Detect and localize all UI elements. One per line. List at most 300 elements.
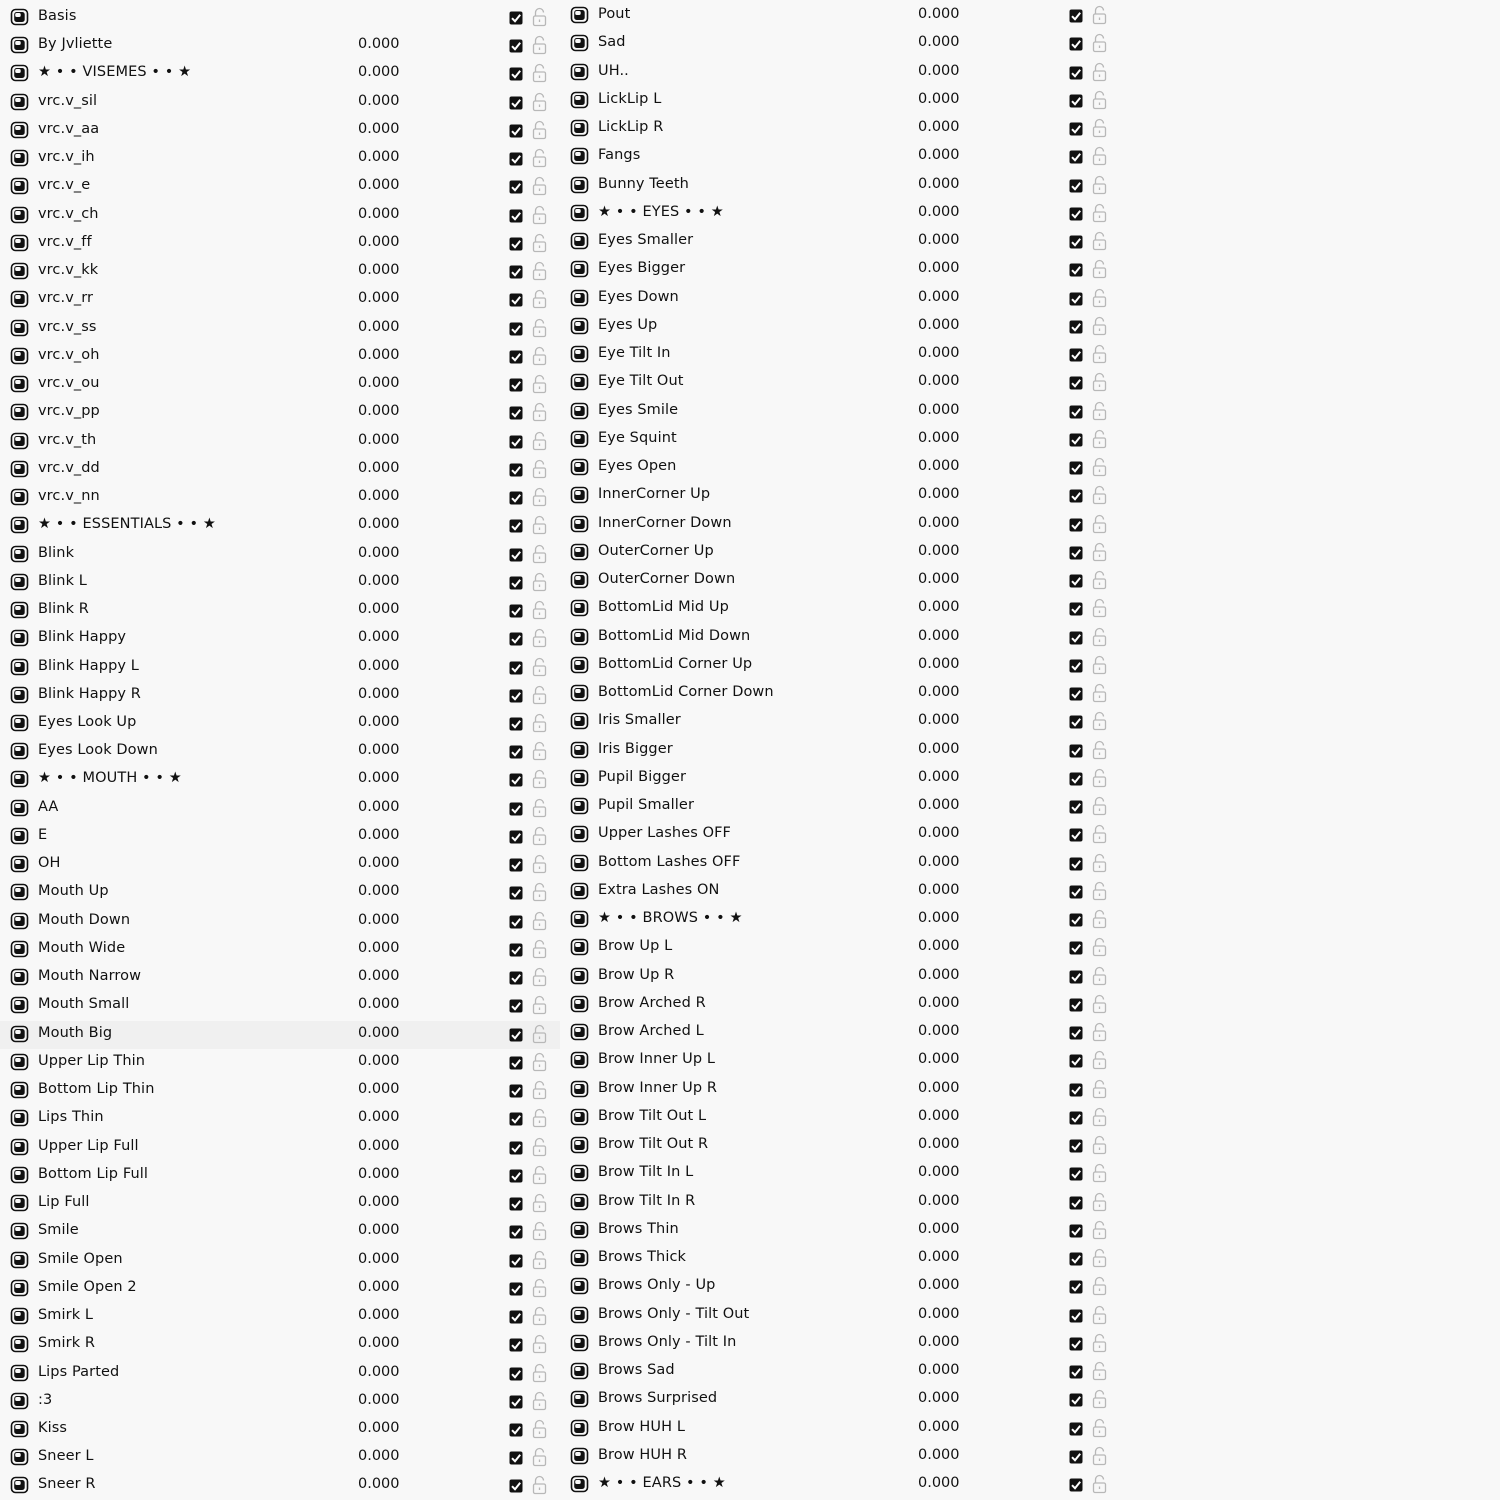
enabled-checkbox-icon[interactable] [1069,714,1083,728]
enabled-checkbox-icon[interactable] [509,462,523,476]
shape-key-name[interactable]: Iris Smaller [598,712,681,729]
unlocked-padlock-icon[interactable] [1092,485,1107,505]
shape-key-name[interactable]: vrc.v_ih [38,149,95,166]
shape-key-row[interactable] [560,369,1123,397]
unlocked-padlock-icon[interactable] [532,1334,547,1354]
shape-key-value[interactable]: 0.000 [918,175,960,192]
shape-key-value[interactable]: 0.000 [918,147,960,164]
shape-key-row[interactable] [560,1386,1123,1414]
enabled-checkbox-icon[interactable] [509,1309,523,1323]
enabled-checkbox-icon[interactable] [509,38,523,52]
unlocked-padlock-icon[interactable] [1092,1333,1107,1353]
enabled-checkbox-icon[interactable] [509,603,523,617]
unlocked-padlock-icon[interactable] [1092,655,1107,675]
enabled-checkbox-icon[interactable] [1069,1082,1083,1096]
shape-key-value[interactable]: 0.000 [358,1194,400,1211]
shape-key-row[interactable] [0,484,560,512]
unlocked-padlock-icon[interactable] [532,1475,547,1495]
shape-key-name[interactable]: Brow Tilt In L [598,1164,694,1181]
shape-key-row[interactable] [0,1049,560,1077]
shape-key-row[interactable] [560,482,1123,510]
shape-key-value[interactable]: 0.000 [918,825,960,842]
shape-key-value[interactable]: 0.000 [918,288,960,305]
shape-key-value[interactable]: 0.000 [358,544,400,561]
enabled-checkbox-icon[interactable] [509,151,523,165]
shape-key-value[interactable]: 0.000 [358,120,400,137]
shape-key-row[interactable] [0,512,560,540]
unlocked-padlock-icon[interactable] [1092,401,1107,421]
enabled-checkbox-icon[interactable] [509,772,523,786]
shape-key-name[interactable]: Kiss [38,1420,68,1436]
enabled-checkbox-icon[interactable] [1069,658,1083,672]
shape-key-row[interactable] [0,738,560,766]
shape-key-value[interactable]: 0.000 [358,403,400,420]
shape-key-name[interactable]: Eyes Smaller [598,232,694,248]
shape-key-name[interactable]: Sneer R [38,1476,96,1493]
unlocked-padlock-icon[interactable] [1092,203,1107,223]
unlocked-padlock-icon[interactable] [1092,1135,1107,1155]
enabled-checkbox-icon[interactable] [509,1111,523,1125]
enabled-checkbox-icon[interactable] [1069,1336,1083,1350]
shape-key-row[interactable] [0,202,560,230]
enabled-checkbox-icon[interactable] [1069,93,1083,107]
shape-key-name[interactable]: AA [38,798,59,815]
enabled-checkbox-icon[interactable] [1069,1308,1083,1322]
shape-key-name[interactable]: ★ • • EARS • • ★ [598,1475,726,1491]
shape-key-row[interactable] [0,597,560,625]
unlocked-padlock-icon[interactable] [532,572,547,592]
enabled-checkbox-icon[interactable] [509,660,523,674]
shape-key-row[interactable] [0,992,560,1020]
shape-key-value[interactable]: 0.000 [918,542,960,559]
unlocked-padlock-icon[interactable] [1092,796,1107,816]
enabled-checkbox-icon[interactable] [509,1140,523,1154]
shape-key-value[interactable]: 0.000 [918,1305,960,1322]
shape-key-row[interactable] [0,541,560,569]
shape-key-row[interactable] [560,1160,1123,1188]
enabled-checkbox-icon[interactable] [1069,1053,1083,1067]
unlocked-padlock-icon[interactable] [1092,372,1107,392]
unlocked-padlock-icon[interactable] [1092,598,1107,618]
unlocked-padlock-icon[interactable] [1092,542,1107,562]
shape-key-row[interactable] [0,682,560,710]
unlocked-padlock-icon[interactable] [1092,937,1107,957]
unlocked-padlock-icon[interactable] [532,92,547,112]
shape-key-row[interactable] [0,1077,560,1105]
shape-key-value[interactable]: 0.000 [358,996,400,1013]
shape-key-name[interactable]: LickLip L [598,90,662,107]
shape-key-value[interactable]: 0.000 [918,853,960,870]
shape-key-value[interactable]: 0.000 [918,429,960,446]
shape-key-value[interactable]: 0.000 [358,826,400,843]
shape-key-row[interactable] [0,4,560,32]
enabled-checkbox-icon[interactable] [509,1253,523,1267]
shape-key-value[interactable]: 0.000 [918,966,960,983]
shape-key-name[interactable]: BottomLid Corner Up [598,655,753,672]
shape-key-row[interactable] [560,1019,1123,1047]
shape-key-row[interactable] [560,313,1123,341]
unlocked-padlock-icon[interactable] [1092,1276,1107,1296]
shape-key-row[interactable] [560,59,1123,87]
shape-key-name[interactable]: E [38,826,48,843]
unlocked-padlock-icon[interactable] [532,1278,547,1298]
shape-key-value[interactable]: 0.000 [918,260,960,277]
shape-key-row[interactable] [0,173,560,201]
enabled-checkbox-icon[interactable] [1069,1392,1083,1406]
shape-key-name[interactable]: Mouth Down [38,911,131,928]
unlocked-padlock-icon[interactable] [1092,5,1107,25]
shape-key-row[interactable] [0,1190,560,1218]
enabled-checkbox-icon[interactable] [509,575,523,589]
shape-key-name[interactable]: Fangs [598,147,641,164]
unlocked-padlock-icon[interactable] [1092,1079,1107,1099]
enabled-checkbox-icon[interactable] [509,1422,523,1436]
shape-key-name[interactable]: Brows Only - Tilt Out [598,1305,750,1322]
shape-key-name[interactable]: vrc.v_ff [38,233,92,250]
shape-key-row[interactable] [560,991,1123,1019]
shape-key-name[interactable]: Mouth Up [38,883,109,900]
shape-key-name[interactable]: Brows Thick [598,1249,687,1265]
shape-key-row[interactable] [560,1132,1123,1160]
enabled-checkbox-icon[interactable] [509,434,523,448]
enabled-checkbox-icon[interactable] [509,405,523,419]
unlocked-padlock-icon[interactable] [532,7,547,27]
shape-key-row[interactable] [560,115,1123,143]
enabled-checkbox-icon[interactable] [509,1168,523,1182]
shape-key-value[interactable]: 0.000 [918,316,960,333]
enabled-checkbox-icon[interactable] [1069,1364,1083,1378]
unlocked-padlock-icon[interactable] [1092,62,1107,82]
shape-key-name[interactable]: Mouth Small [38,996,130,1013]
shape-key-name[interactable]: Eyes Bigger [598,260,686,277]
enabled-checkbox-icon[interactable] [509,829,523,843]
shape-key-value[interactable]: 0.000 [358,798,400,815]
enabled-checkbox-icon[interactable] [509,998,523,1012]
unlocked-padlock-icon[interactable] [1092,1418,1107,1438]
shape-key-row[interactable] [0,710,560,738]
enabled-checkbox-icon[interactable] [509,547,523,561]
shape-key-value[interactable]: 0.000 [918,345,960,361]
shape-key-row[interactable] [560,30,1123,58]
enabled-checkbox-icon[interactable] [509,801,523,815]
shape-key-row[interactable] [0,343,560,371]
shape-key-value[interactable]: 0.000 [918,514,960,531]
unlocked-padlock-icon[interactable] [532,826,547,846]
shape-key-name[interactable]: Pupil Smaller [598,797,695,813]
unlocked-padlock-icon[interactable] [1092,1446,1107,1466]
unlocked-padlock-icon[interactable] [1092,316,1107,336]
shape-key-value[interactable]: 0.000 [918,90,960,107]
unlocked-padlock-icon[interactable] [1092,1107,1107,1127]
enabled-checkbox-icon[interactable] [1069,1449,1083,1463]
unlocked-padlock-icon[interactable] [532,318,547,338]
shape-key-name[interactable]: Brows Thin [598,1220,679,1237]
enabled-checkbox-icon[interactable] [509,885,523,899]
shape-key-name[interactable]: BottomLid Mid Up [598,599,729,616]
unlocked-padlock-icon[interactable] [1092,175,1107,195]
shape-key-name[interactable]: vrc.v_sil [38,92,98,109]
shape-key-value[interactable]: 0.000 [358,92,400,109]
enabled-checkbox-icon[interactable] [1069,1279,1083,1293]
enabled-checkbox-icon[interactable] [509,716,523,730]
shape-key-value[interactable]: 0.000 [358,1335,400,1352]
shape-key-row[interactable] [560,426,1123,454]
shape-key-value[interactable]: 0.000 [918,627,960,644]
shape-key-value[interactable]: 0.000 [358,431,400,448]
enabled-checkbox-icon[interactable] [1069,404,1083,418]
shape-key-name[interactable]: vrc.v_ch [38,205,99,222]
shape-key-value[interactable]: 0.000 [358,1278,400,1295]
enabled-checkbox-icon[interactable] [509,1196,523,1210]
unlocked-padlock-icon[interactable] [532,431,547,451]
shape-key-name[interactable]: Blink L [38,572,87,589]
shape-key-name[interactable]: vrc.v_e [38,177,91,194]
unlocked-padlock-icon[interactable] [532,544,547,564]
unlocked-padlock-icon[interactable] [532,995,547,1015]
enabled-checkbox-icon[interactable] [1069,827,1083,841]
unlocked-padlock-icon[interactable] [1092,853,1107,873]
shape-key-value[interactable]: 0.000 [358,1420,400,1436]
unlocked-padlock-icon[interactable] [1092,1474,1107,1494]
shape-key-name[interactable]: LickLip R [598,119,664,135]
unlocked-padlock-icon[interactable] [1092,344,1107,364]
unlocked-padlock-icon[interactable] [532,769,547,789]
shape-key-name[interactable]: Upper Lip Full [38,1137,139,1154]
unlocked-padlock-icon[interactable] [532,1080,547,1100]
shape-key-name[interactable]: :3 [38,1391,53,1408]
shape-key-value[interactable]: 0.000 [358,1024,400,1041]
unlocked-padlock-icon[interactable] [532,515,547,535]
shape-key-row[interactable] [560,1302,1123,1330]
enabled-checkbox-icon[interactable] [1069,1223,1083,1237]
shape-key-row[interactable] [0,1275,560,1303]
unlocked-padlock-icon[interactable] [1092,231,1107,251]
unlocked-padlock-icon[interactable] [532,713,547,733]
shape-key-row[interactable] [560,398,1123,426]
shape-key-name[interactable]: Brow Inner Up L [598,1051,716,1068]
shape-key-value[interactable]: 0.000 [918,1333,960,1350]
unlocked-padlock-icon[interactable] [532,63,547,83]
shape-key-value[interactable]: 0.000 [918,119,960,135]
shape-key-row[interactable] [560,1047,1123,1075]
unlocked-padlock-icon[interactable] [532,1137,547,1157]
enabled-checkbox-icon[interactable] [1069,65,1083,79]
shape-key-value[interactable]: 0.000 [358,1137,400,1154]
shape-key-row[interactable] [0,1162,560,1190]
unlocked-padlock-icon[interactable] [1092,570,1107,590]
shape-key-value[interactable]: 0.000 [918,1051,960,1068]
shape-key-row[interactable] [560,256,1123,284]
unlocked-padlock-icon[interactable] [1092,259,1107,279]
shape-key-row[interactable] [0,456,560,484]
shape-key-name[interactable]: vrc.v_th [38,431,97,448]
shape-key-name[interactable]: Eye Squint [598,429,677,446]
shape-key-row[interactable] [0,1444,560,1472]
shape-key-name[interactable]: Lip Full [38,1194,90,1211]
shape-key-row[interactable] [0,766,560,794]
enabled-checkbox-icon[interactable] [509,95,523,109]
shape-key-value[interactable]: 0.000 [358,1165,400,1182]
shape-key-row[interactable] [0,908,560,936]
shape-key-name[interactable]: vrc.v_oh [38,346,100,363]
enabled-checkbox-icon[interactable] [509,1450,523,1464]
shape-key-value[interactable]: 0.000 [358,572,400,589]
shape-key-value[interactable]: 0.000 [918,1107,960,1124]
unlocked-padlock-icon[interactable] [532,374,547,394]
enabled-checkbox-icon[interactable] [1069,686,1083,700]
shape-key-name[interactable]: Blink Happy [38,629,127,646]
shape-key-value[interactable]: 0.000 [358,459,400,476]
unlocked-padlock-icon[interactable] [1092,90,1107,110]
enabled-checkbox-icon[interactable] [1069,460,1083,474]
shape-key-row[interactable] [0,32,560,60]
shape-key-value[interactable]: 0.000 [358,64,400,81]
unlocked-padlock-icon[interactable] [1092,33,1107,53]
shape-key-name[interactable]: Brow Up R [598,966,675,983]
shape-key-name[interactable]: Brow Arched R [598,994,706,1011]
shape-key-row[interactable] [0,89,560,117]
shape-key-row[interactable] [0,1218,560,1246]
shape-key-value[interactable]: 0.000 [358,968,400,985]
shape-key-value[interactable]: 0.000 [358,1052,400,1069]
shape-key-value[interactable]: 0.000 [918,1164,960,1181]
shape-key-name[interactable]: ★ • • ESSENTIALS • • ★ [38,516,216,533]
shape-key-value[interactable]: 0.000 [918,881,960,898]
enabled-checkbox-icon[interactable] [509,10,523,24]
shape-key-value[interactable]: 0.000 [918,1079,960,1096]
enabled-checkbox-icon[interactable] [509,970,523,984]
shape-key-value[interactable]: 0.000 [358,1081,400,1098]
enabled-checkbox-icon[interactable] [509,631,523,645]
shape-key-row[interactable] [560,680,1123,708]
shape-key-value[interactable]: 0.000 [358,516,400,533]
shape-key-row[interactable] [560,737,1123,765]
unlocked-padlock-icon[interactable] [532,628,547,648]
shape-key-value[interactable]: 0.000 [358,1391,400,1408]
shape-key-value[interactable]: 0.000 [918,655,960,672]
shape-key-value[interactable]: 0.000 [358,685,400,702]
shape-key-value[interactable]: 0.000 [358,488,400,505]
shape-key-name[interactable]: InnerCorner Down [598,514,732,531]
shape-key-row[interactable] [0,964,560,992]
enabled-checkbox-icon[interactable] [509,1394,523,1408]
shape-key-row[interactable] [560,652,1123,680]
shape-key-name[interactable]: Blink R [38,601,89,618]
shape-key-name[interactable]: Lips Thin [38,1109,104,1126]
shape-key-row[interactable] [560,821,1123,849]
shape-key-name[interactable]: By Jvliette [38,36,113,53]
shape-key-row[interactable] [560,1273,1123,1301]
shape-key-value[interactable]: 0.000 [358,1476,400,1493]
shape-key-value[interactable]: 0.000 [918,938,960,955]
unlocked-padlock-icon[interactable] [532,261,547,281]
shape-key-name[interactable]: Bottom Lip Full [38,1165,149,1182]
enabled-checkbox-icon[interactable] [509,292,523,306]
shape-key-value[interactable]: 0.000 [358,939,400,956]
unlocked-padlock-icon[interactable] [532,487,547,507]
shape-key-row[interactable] [0,1388,560,1416]
shape-key-value[interactable]: 0.000 [358,1250,400,1267]
shape-key-row[interactable] [560,1330,1123,1358]
enabled-checkbox-icon[interactable] [509,66,523,80]
unlocked-padlock-icon[interactable] [1092,1389,1107,1409]
shape-key-name[interactable]: Bunny Teeth [598,175,689,192]
enabled-checkbox-icon[interactable] [509,377,523,391]
shape-key-row[interactable] [0,1303,560,1331]
enabled-checkbox-icon[interactable] [1069,884,1083,898]
enabled-checkbox-icon[interactable] [1069,432,1083,446]
unlocked-padlock-icon[interactable] [532,911,547,931]
shape-key-row[interactable] [560,341,1123,369]
shape-key-row[interactable] [560,595,1123,623]
enabled-checkbox-icon[interactable] [509,321,523,335]
shape-key-name[interactable]: vrc.v_kk [38,262,99,279]
unlocked-padlock-icon[interactable] [532,1363,547,1383]
shape-key-name[interactable]: BottomLid Corner Down [598,684,774,700]
shape-key-row[interactable] [560,200,1123,228]
shape-key-value[interactable]: 0.000 [918,232,960,248]
enabled-checkbox-icon[interactable] [509,914,523,928]
enabled-checkbox-icon[interactable] [1069,149,1083,163]
shape-key-value[interactable]: 0.000 [918,994,960,1011]
shape-key-name[interactable]: vrc.v_nn [38,488,100,505]
shape-key-value[interactable]: 0.000 [918,712,960,729]
shape-key-name[interactable]: vrc.v_aa [38,120,100,137]
unlocked-padlock-icon[interactable] [1092,1163,1107,1183]
unlocked-padlock-icon[interactable] [1092,457,1107,477]
shape-key-name[interactable]: Brow HUH R [598,1446,688,1463]
shape-key-row[interactable] [0,60,560,88]
unlocked-padlock-icon[interactable] [532,402,547,422]
shape-key-name[interactable]: Brows Surprised [598,1390,718,1407]
enabled-checkbox-icon[interactable] [1069,488,1083,502]
enabled-checkbox-icon[interactable] [1069,36,1083,50]
enabled-checkbox-icon[interactable] [1069,121,1083,135]
unlocked-padlock-icon[interactable] [532,741,547,761]
shape-key-row[interactable] [0,1105,560,1133]
unlocked-padlock-icon[interactable] [1092,966,1107,986]
enabled-checkbox-icon[interactable] [509,264,523,278]
unlocked-padlock-icon[interactable] [1092,768,1107,788]
enabled-checkbox-icon[interactable] [1069,178,1083,192]
unlocked-padlock-icon[interactable] [532,1052,547,1072]
unlocked-padlock-icon[interactable] [1092,627,1107,647]
enabled-checkbox-icon[interactable] [509,349,523,363]
unlocked-padlock-icon[interactable] [1092,711,1107,731]
unlocked-padlock-icon[interactable] [532,346,547,366]
shape-key-name[interactable]: Iris Bigger [598,740,673,757]
shape-key-row[interactable] [560,143,1123,171]
shape-key-row[interactable] [0,1021,560,1049]
shape-key-row[interactable] [0,145,560,173]
shape-key-row[interactable] [560,624,1123,652]
shape-key-name[interactable]: Brows Only - Up [598,1277,716,1294]
shape-key-name[interactable]: Eyes Up [598,316,658,333]
shape-key-row[interactable] [0,936,560,964]
shape-key-row[interactable] [560,878,1123,906]
enabled-checkbox-icon[interactable] [1069,1110,1083,1124]
shape-key-name[interactable]: BottomLid Mid Down [598,627,751,644]
shape-key-row[interactable] [560,1443,1123,1471]
shape-key-value[interactable]: 0.000 [358,911,400,928]
unlocked-padlock-icon[interactable] [532,1165,547,1185]
unlocked-padlock-icon[interactable] [532,176,547,196]
unlocked-padlock-icon[interactable] [1092,881,1107,901]
shape-key-value[interactable]: 0.000 [358,233,400,250]
enabled-checkbox-icon[interactable] [1069,545,1083,559]
shape-key-row[interactable] [560,1189,1123,1217]
shape-key-row[interactable] [560,567,1123,595]
